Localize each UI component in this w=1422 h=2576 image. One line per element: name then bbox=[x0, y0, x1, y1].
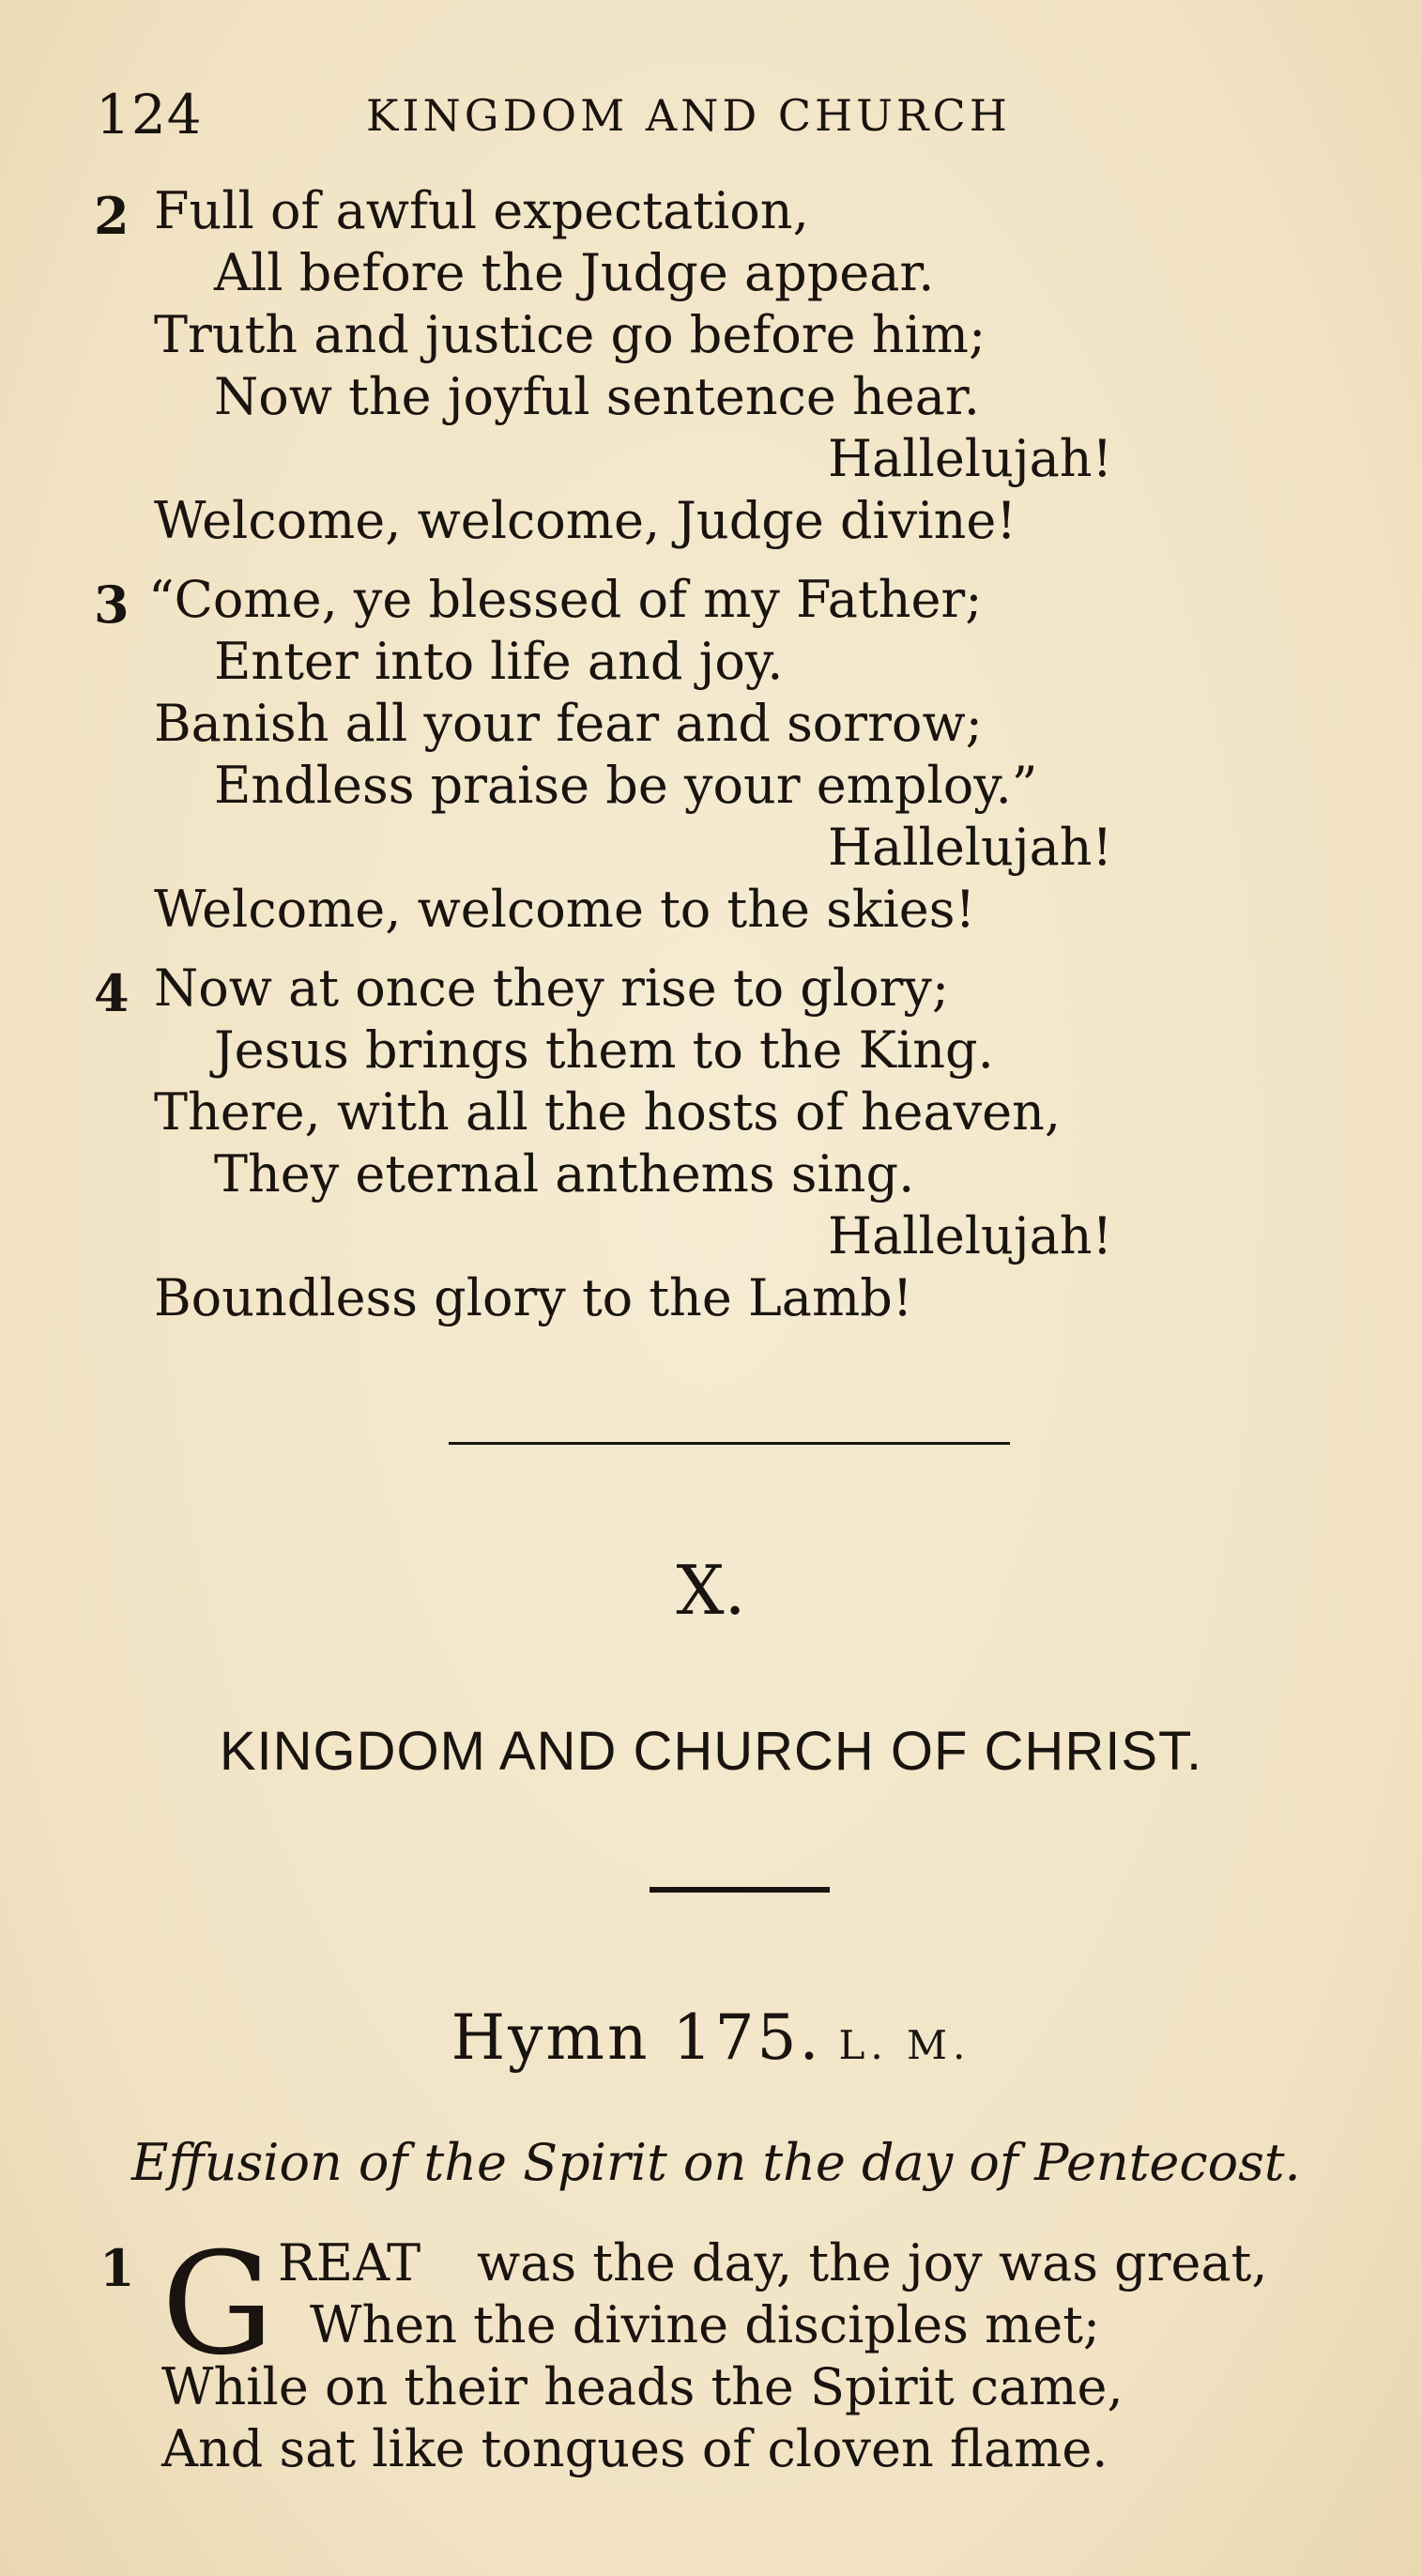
verse-line: They eternal anthems sing. bbox=[214, 1144, 915, 1204]
section-divider bbox=[449, 1442, 1010, 1445]
verse-line: While on their heads the Spirit came, bbox=[161, 2357, 1124, 2416]
page-number: 124 bbox=[96, 83, 203, 146]
verse-line: All before the Judge appear. bbox=[214, 243, 935, 302]
verse-number: 2 bbox=[94, 186, 130, 246]
verse-line: When the divine disciples met; bbox=[310, 2295, 1101, 2354]
verse-line: Truth and justice go before him; bbox=[154, 305, 986, 364]
verse-line: Endless praise be your employ.” bbox=[214, 756, 1038, 815]
verse-line: Banish all your fear and sorrow; bbox=[154, 694, 983, 753]
verse-line: Enter into life and joy. bbox=[214, 632, 784, 691]
verse-line: Now the joyful sentence hear. bbox=[214, 367, 980, 426]
verse-line: And sat like tongues of cloven flame. bbox=[161, 2419, 1109, 2478]
verse-line: “Come, ye blessed of my Father; bbox=[148, 570, 983, 629]
verse-number: 4 bbox=[94, 963, 130, 1023]
verse-line: Welcome, welcome to the skies! bbox=[154, 880, 976, 939]
section-title: KINGDOM AND CHURCH OF CHRIST. bbox=[219, 1721, 1203, 1782]
running-title: KINGDOM AND CHURCH bbox=[366, 90, 1011, 141]
first-word-rest: REAT bbox=[278, 2233, 421, 2292]
verse-line: Full of awful expectation, bbox=[154, 181, 809, 240]
verse-line: Jesus brings them to the King. bbox=[214, 1020, 994, 1080]
verse-line: Now at once they rise to glory; bbox=[154, 958, 950, 1018]
verse-line: There, with all the hosts of heaven, bbox=[154, 1082, 1062, 1142]
section-numeral: X. bbox=[676, 1551, 746, 1630]
hallelujah-refrain: Hallelujah! bbox=[828, 818, 1113, 877]
heading-divider bbox=[650, 1887, 830, 1893]
verse-number: 3 bbox=[94, 575, 130, 635]
verse-number: 1 bbox=[99, 2238, 135, 2298]
drop-cap: G bbox=[161, 2223, 274, 2386]
verse-line: was the day, the joy was great, bbox=[477, 2233, 1268, 2292]
verse-line: Welcome, welcome, Judge divine! bbox=[154, 491, 1017, 550]
verse-line: Boundless glory to the Lamb! bbox=[154, 1268, 913, 1327]
hymn-meter: L. M. bbox=[838, 2022, 971, 2068]
hallelujah-refrain: Hallelujah! bbox=[828, 429, 1113, 488]
hymn-subtitle: Effusion of the Spirit on the day of Pentecost. bbox=[131, 2133, 1301, 2192]
hallelujah-refrain: Hallelujah! bbox=[828, 1206, 1113, 1265]
hymn-label: Hymn 175. bbox=[451, 2001, 822, 2074]
hymn-title bbox=[0, 2001, 1422, 2074]
